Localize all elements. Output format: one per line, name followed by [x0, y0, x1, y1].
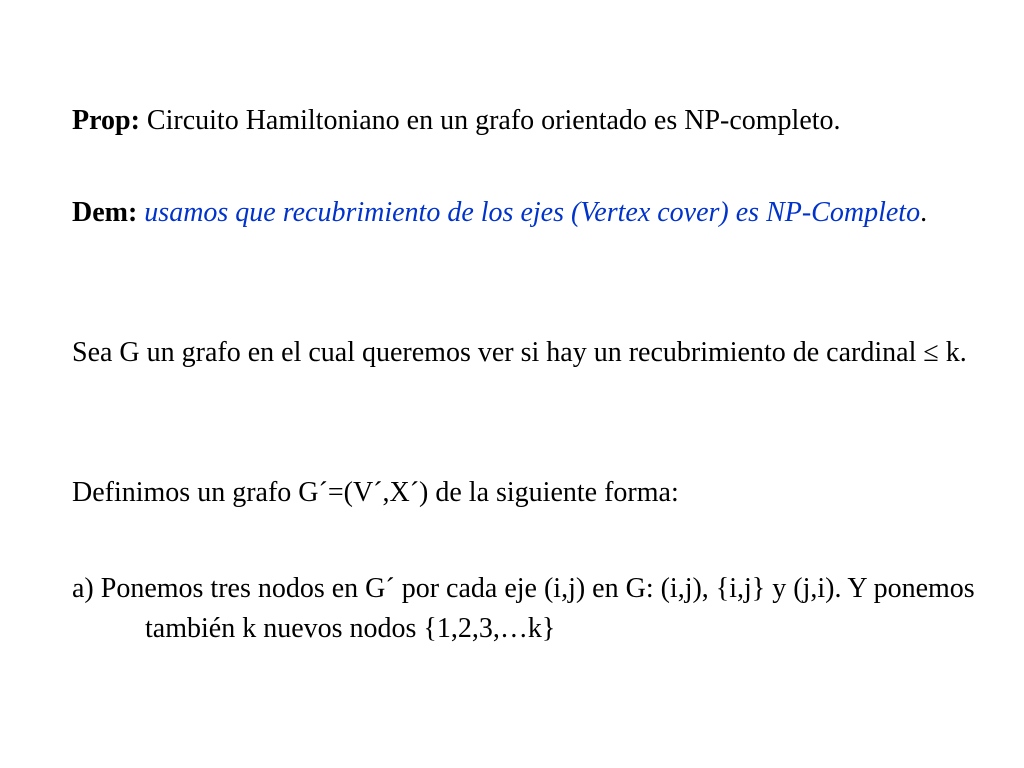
dem-suffix: .: [920, 197, 928, 228]
dem-label: Dem:: [72, 197, 138, 228]
graph-definition-paragraph: Sea G un grafo en el cual queremos ver si hay un recubrimiento de cardinal ≤ k.: [72, 337, 967, 368]
prop-paragraph: [72, 101, 1024, 141]
dem-paragraph: [72, 193, 1024, 233]
prop-label: Prop:: [72, 105, 140, 136]
construction-step-a: a) Ponemos tres nodos en G´ por cada eje (i,j) en G: (i,j), {i,j} y (j,i). Y ponemos también k nuevos nodos {1,2,3,…k}: [72, 573, 975, 644]
dem-emphasis: usamos que recubrimiento de los ejes (Vertex cover) es NP-Completo: [144, 197, 921, 228]
prop-text: Circuito Hamiltoniano en un grafo orientado es NP-completo.: [139, 105, 841, 136]
new-graph-paragraph: Definimos un grafo G´=(V´,X´) de la siguiente forma:: [72, 477, 679, 508]
